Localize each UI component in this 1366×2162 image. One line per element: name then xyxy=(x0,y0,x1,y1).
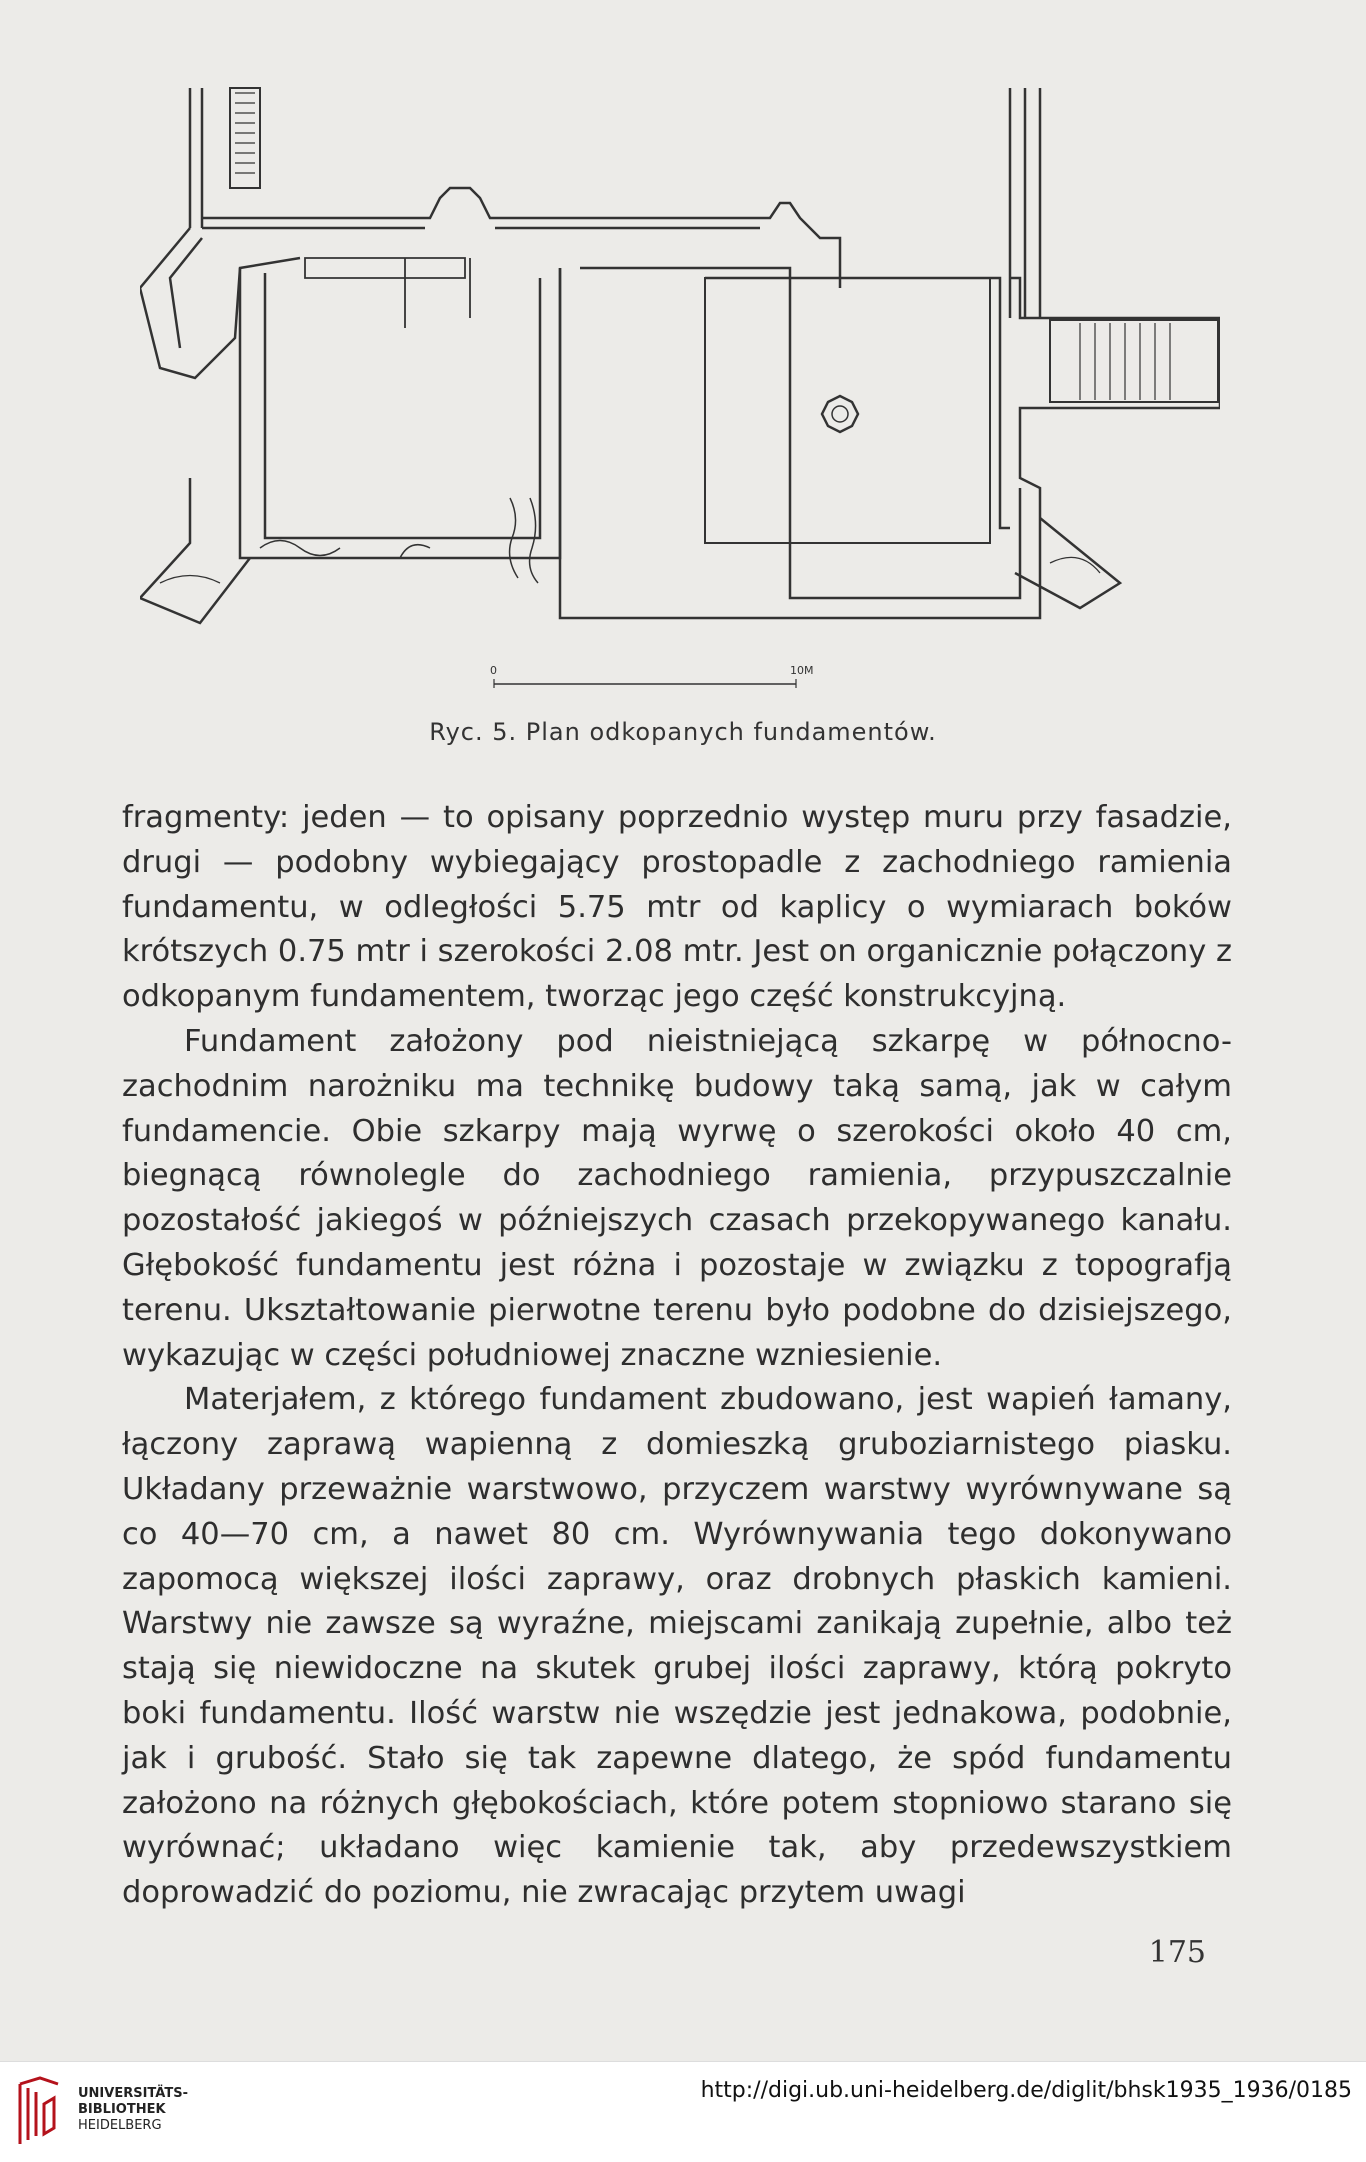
footer-bar xyxy=(0,2061,1366,2162)
scale-zero-label: 0 xyxy=(490,664,497,677)
footer-organization xyxy=(78,2086,188,2134)
page-number: 175 xyxy=(1148,1935,1206,1970)
org-line-3: HEIDELBERG xyxy=(78,2118,162,2133)
org-line-2: BIBLIOTHEK xyxy=(78,2102,166,2117)
ub-heidelberg-logo-icon xyxy=(14,2074,64,2148)
scale-ten-label: 10M xyxy=(790,664,814,677)
org-line-1: UNIVERSITÄTS- xyxy=(78,2086,188,2101)
paragraph-3: Materjałem, z którego fundament zbudowano, jest wapień łamany, łączony zaprawą wapienną z domieszką gruboziarnistego piasku. Układany przeważnie warstwowo, przyczem warstwy wyrównywane są co 40—70 cm, a nawet 80 cm. Wyrównywania tego dokonywano zapomocą większej ilości zaprawy, oraz drobnych płaskich kamieni. Warstwy nie zawsze są wyraźne, miejscami zanikają zupełnie, albo też stają się niewidoczne na skutek grubej ilości zaprawy, którą pokryto boki fundamentu. Ilość warstw nie wszędzie jest jednakowa, podobnie, jak i grubość. Stało się tak zapewne dlatego, że spód fundamentu założono na różnych głębokościach, które potem stopniowo starano się wyrównać; układano więc kamienie tak, aby przedewszystkiem doprowadzić do poziomu, nie zwracając przytem uwagi xyxy=(122,1382,1232,1911)
scale-bar xyxy=(490,662,830,692)
body-text xyxy=(122,796,1232,1916)
paragraph-1: fragmenty: jeden — to opisany poprzednio występ muru przy fasadzie, drugi — podobny wybiegający prostopadle z zachodniego ramienia fundamentu, w odległości 5.75 mtr od kaplicy o wymiarach boków krótszych 0.75 mtr i szerokości 2.08 mtr. Jest on organicznie połączony z odkopanym fundamentem, tworząc jego część konstrukcyjną. xyxy=(122,800,1232,1015)
foundation-plan-drawing xyxy=(140,78,1220,698)
paragraph-2: Fundament założony pod nieistniejącą szkarpę w północno-zachodnim narożniku ma technikę budowy taką samą, jak w całym fundamencie. Obie szkarpy mają wyrwę o szerokości około 40 cm, biegnącą równolegle do zachodniego ramienia, przypuszczalnie pozostałość jakiegoś w późniejszych czasach przekopywanego kanału. Głębokość fundamentu jest różna i pozostaje w związku z topografją terenu. Ukształtowanie pierwotne terenu było podobne do dzisiejszego, wykazując w części południowej znaczne wzniesienie. xyxy=(122,1023,1232,1373)
source-url[interactable]: http://digi.ub.uni-heidelberg.de/diglit/bhsk1935_1936/0185 xyxy=(700,2078,1352,2103)
figure-caption: Ryc. 5. Plan odkopanych fundamentów. xyxy=(429,718,937,746)
